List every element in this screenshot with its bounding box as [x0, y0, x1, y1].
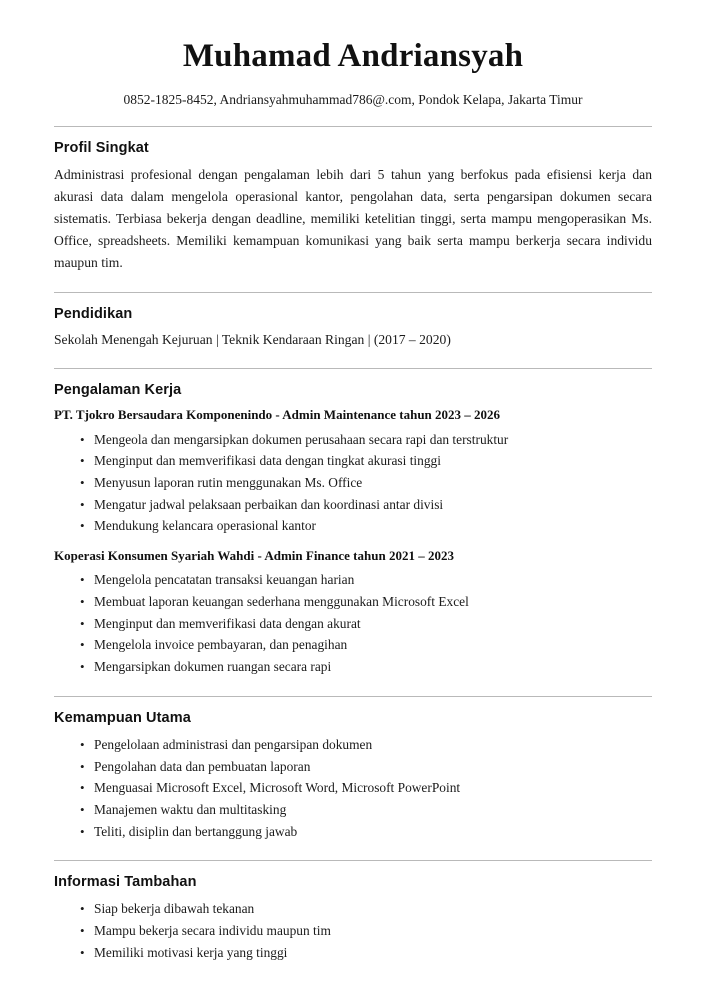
- education-entry: Sekolah Menengah Kejuruan | Teknik Kendaraan Ringan | (2017 – 2020): [54, 332, 451, 348]
- list-item: • Mendukung kelancara operasional kantor: [80, 515, 652, 537]
- list-item: • Manajemen waktu dan multitasking: [80, 799, 652, 821]
- list-item: • Mengarsipkan dokumen ruangan secara rapi: [80, 656, 652, 678]
- job-heading: Koperasi Konsumen Syariah Wahdi - Admin Finance tahun 2021 – 2023: [54, 548, 454, 564]
- list-item: • Mengatur jadwal pelaksaan perbaikan dan koordinasi antar divisi: [80, 494, 652, 516]
- list-item: • Pengolahan data dan pembuatan laporan: [80, 756, 652, 778]
- list-item: • Membuat laporan keuangan sederhana menggunakan Microsoft Excel: [80, 591, 652, 613]
- list-item: • Memiliki motivasi kerja yang tinggi: [80, 942, 652, 964]
- profile-text: Administrasi profesional dengan pengalaman lebih dari 5 tahun yang berfokus pada efisiensi kerja dan akurasi data dalam mengelola operasional kantor, pengolahan data, serta pengarsipan dokumen secara sistematis. Terbiasa bekerja dengan deadline, memiliki ketelitian tinggi, serta mampu mengoperasikan Ms. Office, spreadsheets. Memiliki kemampuan komunikasi yang baik serta mampu berkerja secara individu maupun tim.: [54, 166, 652, 270]
- list-item: • Mengelola invoice pembayaran, dan penagihan: [80, 634, 652, 656]
- list-item: • Menyusun laporan rutin menggunakan Ms. Office: [80, 472, 652, 494]
- section-title-experience: Pengalaman Kerja: [54, 382, 182, 399]
- divider: [54, 696, 652, 697]
- list-item: • Mampu bekerja secara individu maupun tim: [80, 920, 652, 942]
- divider: [54, 860, 652, 861]
- list-item: • Siap bekerja dibawah tekanan: [80, 898, 652, 920]
- list-item: • Mengeola dan mengarsipkan dokumen perusahaan secara rapi dan terstruktur: [80, 429, 652, 451]
- contact-line: 0852-1825-8452, Andriansyahmuhammad786@.com, Pondok Kelapa, Jakarta Timur: [123, 91, 583, 107]
- section-additional: [54, 874, 652, 963]
- section-title-education: Pendidikan: [54, 306, 133, 323]
- divider: [54, 292, 652, 293]
- list-item: • Menginput dan memverifikasi data dengan akurat: [80, 613, 652, 635]
- section-profile: [54, 140, 652, 274]
- section-title-skills: Kemampuan Utama: [54, 709, 191, 726]
- experience-item: [54, 406, 652, 537]
- section-title-profile: Profil Singkat: [54, 139, 149, 156]
- list-item: • Menginput dan memverifikasi data dengan tingkat akurasi tinggi: [80, 450, 652, 472]
- section-experience: [54, 382, 652, 677]
- section-skills: [54, 710, 652, 843]
- list-item: • Menguasai Microsoft Excel, Microsoft Word, Microsoft PowerPoint: [80, 777, 652, 799]
- skills-bullet-list: [54, 734, 652, 843]
- list-item: • Pengelolaan administrasi dan pengarsipan dokumen: [80, 734, 652, 756]
- job-bullet-list: [54, 569, 652, 678]
- job-bullet-list: [54, 429, 652, 538]
- section-title-additional: Informasi Tambahan: [54, 874, 197, 891]
- list-item: • Mengelola pencatatan transaksi keuangan harian: [80, 569, 652, 591]
- additional-bullet-list: [54, 898, 652, 963]
- page-title: Muhamad Andriansyah: [182, 38, 524, 74]
- divider: [54, 368, 652, 369]
- experience-item: [54, 547, 652, 678]
- divider: [54, 126, 652, 127]
- list-item: • Teliti, disiplin dan bertanggung jawab: [80, 821, 652, 843]
- page-bottom-spacer: [54, 973, 652, 997]
- job-heading: PT. Tjokro Bersaudara Komponenindo - Admin Maintenance tahun 2023 – 2026: [54, 407, 501, 423]
- section-education: [54, 306, 652, 350]
